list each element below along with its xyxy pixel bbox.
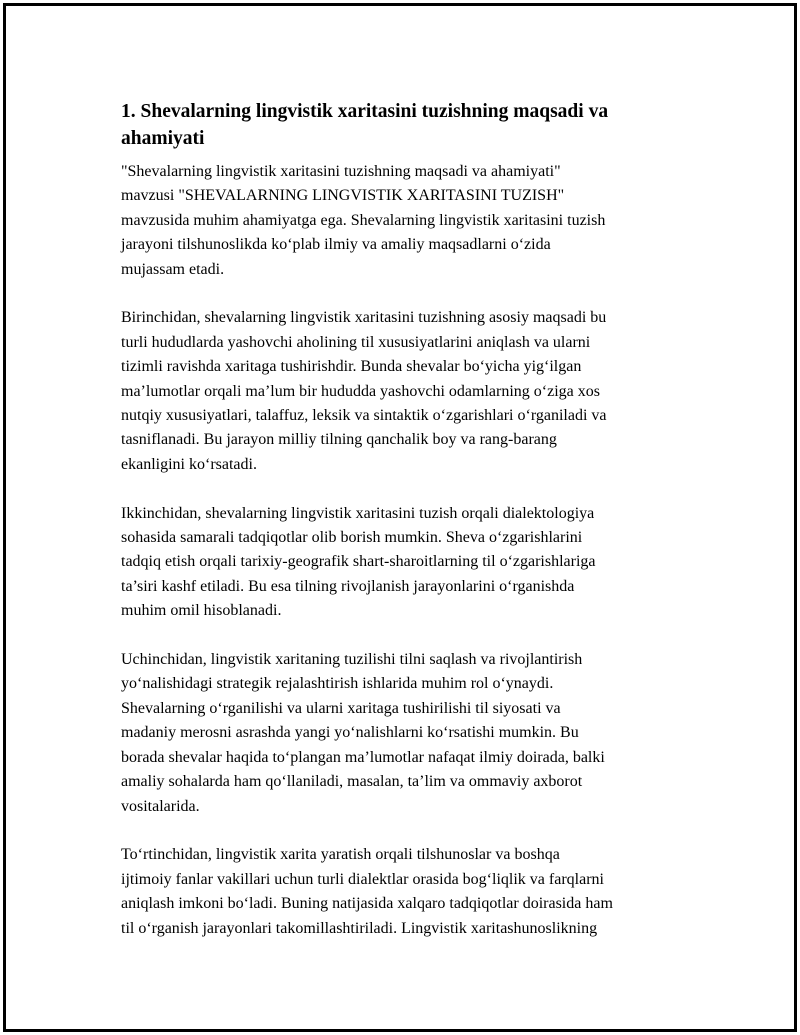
- paragraph-fourth: To‘rtinchidan, lingvistik xarita yaratish orqali tilshunoslar va boshqa ijtimoiy fanlar vakillari uchun turli dialektlar orasida bog‘liqlik va farqlarni aniqlash imkoni bo‘ladi. Buning natijasida xalqaro tadqiqotlar doirasida ham til o‘rganish jarayonlari takomillashtiriladi. Lingvistik xaritashunoslikning: [121, 846, 613, 937]
- paragraph-intro: "Shevalarning lingvistik xaritasini tuzishning maqsadi va ahamiyati" mavzusi "SHEVALARNING LINGVISTIK XARITASINI TUZISH" mavzusida muhim ahamiyatga ega. Shevalarning lingvistik xaritasini tuzish jarayoni tilshunoslikda ko‘plab ilmiy va amaliy maqsadlarni o‘zida mujassam etadi.: [121, 163, 606, 278]
- document-body: [121, 98, 691, 965]
- paragraph-third: Uchinchidan, lingvistik xaritaning tuzilishi tilni saqlash va rivojlantirish yo‘nalishidagi strategik rejalashtirish ishlarida muhim rol o‘ynaydi. Shevalarning o‘rganilishi va ularni xaritaga tushirilishi til siyosati va madaniy merosni asrashda yangi yo‘nalishlarni ko‘rsatishi mumkin. Bu borada shevalar haqida to‘plangan ma’lumotlar nafaqat ilmiy doirada, balki amaliy sohalarda ham qo‘llaniladi, masalan, ta’lim va ommaviy axborot vositalarida.: [121, 651, 605, 815]
- paragraph-first: Birinchidan, shevalarning lingvistik xaritasini tuzishning asosiy maqsadi bu turli hududlarda yashovchi aholining til xususiyatlarini aniqlash va ularni tizimli ravishda xaritaga tushirishdir. Bunda shevalar bo‘yicha yig‘ilgan ma’lumotlar orqali ma’lum bir hududda yashovchi odamlarning o‘ziga xos nutqiy xususiyatlari, talaffuz, leksik va sintaktik o‘zgarishlari o‘rganiladi va tasniflanadi. Bu jarayon milliy tilning qanchalik boy va rang-barang ekanligini ko‘rsatadi.: [121, 309, 607, 473]
- section-heading: 1. Shevalarning lingvistik xaritasini tuzishning maqsadi va ahamiyati: [121, 101, 609, 149]
- page-frame: [3, 3, 797, 1032]
- paragraph-second: Ikkinchidan, shevalarning lingvistik xaritasini tuzish orqali dialektologiya sohasida samarali tadqiqotlar olib borish mumkin. Sheva o‘zgarishlarini tadqiq etish orqali tarixiy-geografik shart-sharoitlarning til o‘zgarishlariga ta’siri kashf etiladi. Bu esa tilning rivojlanish jarayonlarini o‘rganishda muhim omil hisoblanadi.: [121, 504, 596, 620]
